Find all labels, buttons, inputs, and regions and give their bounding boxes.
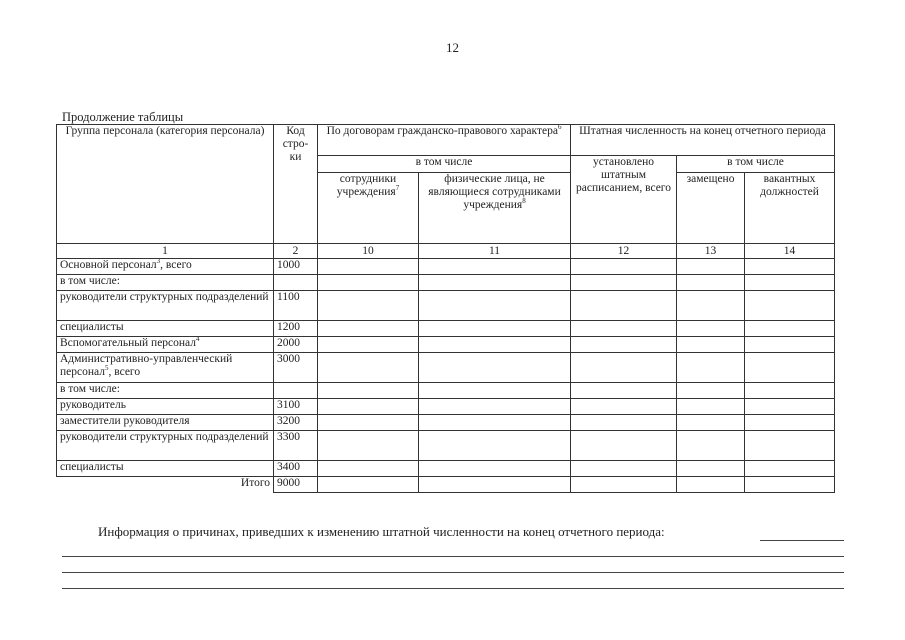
cell-col12[interactable] (571, 275, 677, 291)
row-label-suffix: , всего (108, 366, 141, 378)
cell-col13[interactable] (677, 321, 745, 337)
column-number: 13 (677, 244, 745, 259)
cell-col13[interactable] (677, 399, 745, 415)
row-label (57, 321, 274, 337)
row-label-sup: 5 (104, 364, 109, 373)
header-individuals-text: физические лица, не являющиеся сотрудниками учреждения (428, 173, 561, 211)
cell-col14[interactable] (745, 259, 835, 275)
row-label-sup: 4 (196, 336, 200, 344)
row-label-text: Основной персонал (60, 259, 157, 271)
cell-col10[interactable] (318, 415, 419, 431)
cell-col13[interactable] (677, 461, 745, 477)
cell-col14[interactable] (745, 415, 835, 431)
cell-col13[interactable] (677, 291, 745, 321)
header-staff (571, 125, 835, 156)
cell-col10[interactable] (318, 477, 419, 493)
table-row (57, 353, 835, 383)
cell-col14[interactable] (745, 337, 835, 353)
header-staff-incl (677, 156, 835, 173)
cell-col12[interactable] (571, 259, 677, 275)
table-row (57, 415, 835, 431)
change-reason-label: Информация о причинах, приведших к изменению штатной численности на конец отчетного периода: (98, 524, 665, 539)
row-label (57, 431, 274, 461)
row-label (57, 353, 274, 383)
header-staff-incl-text: в том числе (727, 156, 784, 168)
cell-col13[interactable] (677, 415, 745, 431)
header-code-line1: Код (286, 125, 305, 137)
cell-col11[interactable] (419, 477, 571, 493)
cell-col10[interactable] (318, 431, 419, 461)
cell-col14[interactable] (745, 275, 835, 291)
change-reason-line[interactable] (62, 572, 844, 573)
row-code: 3000 (274, 353, 318, 383)
header-employees-sup: 7 (395, 184, 400, 193)
change-reason-line[interactable] (62, 556, 844, 557)
row-label-text: руководители структурных подразделений (60, 291, 269, 303)
row-code: 3200 (274, 415, 318, 431)
cell-col14[interactable] (745, 431, 835, 461)
cell-col11[interactable] (419, 431, 571, 461)
row-label-text: Вспомогательный персонал (60, 337, 196, 349)
cell-col11[interactable] (419, 259, 571, 275)
row-label (57, 259, 274, 275)
cell-col12[interactable] (571, 291, 677, 321)
total-row (57, 477, 835, 493)
cell-col12[interactable] (571, 353, 677, 383)
header-vacant-text: вакантных должностей (760, 173, 819, 198)
column-number: 12 (571, 244, 677, 259)
header-contracts-incl (318, 156, 571, 173)
row-code: 3300 (274, 431, 318, 461)
row-label (57, 415, 274, 431)
cell-col11[interactable] (419, 415, 571, 431)
cell-col11[interactable] (419, 337, 571, 353)
table-row (57, 383, 835, 399)
header-filled (677, 173, 745, 244)
row-code: 1200 (274, 321, 318, 337)
row-label-text: специалисты (60, 461, 124, 473)
header-employees (318, 173, 419, 244)
cell-col14[interactable] (745, 399, 835, 415)
cell-col10[interactable] (318, 353, 419, 383)
cell-col11[interactable] (419, 291, 571, 321)
header-employees-text: сотрудники учреждения (336, 173, 397, 198)
cell-col13[interactable] (677, 383, 745, 399)
row-label (57, 399, 274, 415)
table-row (57, 337, 835, 353)
table-row (57, 275, 835, 291)
row-label-text: заместители руководителя (60, 415, 190, 427)
cell-col12[interactable] (571, 477, 677, 493)
cell-col10[interactable] (318, 275, 419, 291)
column-number: 2 (274, 244, 318, 259)
table-caption: Продолжение таблицы (62, 110, 184, 124)
row-label-text: в том числе: (60, 275, 120, 287)
row-label-text: руководитель (60, 399, 126, 411)
row-label (57, 275, 274, 291)
cell-col10[interactable] (318, 461, 419, 477)
cell-col14[interactable] (745, 291, 835, 321)
cell-col11[interactable] (419, 353, 571, 383)
row-label-suffix: , всего (160, 259, 192, 271)
row-code: 1000 (274, 259, 318, 275)
change-reason-blank-inline[interactable] (760, 540, 844, 541)
cell-col12[interactable] (571, 431, 677, 461)
cell-col12[interactable] (571, 415, 677, 431)
cell-col12[interactable] (571, 383, 677, 399)
header-group (57, 125, 274, 244)
header-contracts (318, 125, 571, 156)
row-label (57, 383, 274, 399)
cell-col11[interactable] (419, 321, 571, 337)
header-individuals (419, 173, 571, 244)
row-label-text: в том числе: (60, 383, 120, 395)
column-number: 1 (57, 244, 274, 259)
cell-col11[interactable] (419, 383, 571, 399)
row-label-text: специалисты (60, 321, 124, 333)
column-number: 14 (745, 244, 835, 259)
cell-col13[interactable] (677, 431, 745, 461)
header-code (274, 125, 318, 244)
table-row (57, 291, 835, 321)
cell-col13[interactable] (677, 275, 745, 291)
row-label (57, 291, 274, 321)
cell-col13[interactable] (677, 477, 745, 493)
row-label-text: руководители структурных подразделений (60, 431, 269, 443)
header-code-line2: стро- (282, 138, 309, 150)
cell-col13[interactable] (677, 353, 745, 383)
row-code: 2000 (274, 337, 318, 353)
cell-col14[interactable] (745, 321, 835, 337)
cell-col10[interactable] (318, 321, 419, 337)
row-code: 3400 (274, 461, 318, 477)
header-contracts-text: По договорам гражданско-правового характера (326, 125, 558, 137)
header-individuals-sup: 8 (522, 197, 526, 206)
cell-col14[interactable] (745, 461, 835, 477)
change-reason-line[interactable] (62, 588, 844, 589)
cell-col12[interactable] (571, 337, 677, 353)
table-row (57, 461, 835, 477)
row-label-text: Административно-управленческий персонал (60, 353, 233, 378)
cell-col12[interactable] (571, 321, 677, 337)
table-row (57, 431, 835, 461)
row-code: 1100 (274, 291, 318, 321)
cell-col10[interactable] (318, 399, 419, 415)
cell-col11[interactable] (419, 461, 571, 477)
header-staff-text: Штатная численность на конец отчетного периода (579, 125, 826, 137)
total-label (57, 477, 274, 493)
cell-col10[interactable] (318, 337, 419, 353)
header-filled-text: замещено (686, 173, 735, 185)
staffing-table (56, 124, 835, 493)
cell-col14[interactable] (745, 353, 835, 383)
row-label (57, 337, 274, 353)
cell-col13[interactable] (677, 337, 745, 353)
cell-col10[interactable] (318, 383, 419, 399)
header-group-text: Группа персонала (категория персонала) (65, 125, 265, 137)
cell-col11[interactable] (419, 399, 571, 415)
header-established (571, 156, 677, 244)
row-label-sup: 3 (156, 258, 161, 266)
row-code: 3100 (274, 399, 318, 415)
total-label-text: Итого (240, 477, 270, 489)
row-code (274, 275, 318, 291)
page-number: 12 (446, 40, 459, 55)
header-contracts-incl-text: в том числе (415, 156, 473, 168)
row-code: 9000 (274, 477, 318, 493)
column-number: 11 (419, 244, 571, 259)
header-code-line3: ки (289, 151, 302, 163)
row-code (274, 383, 318, 399)
cell-col12[interactable] (571, 399, 677, 415)
column-number: 10 (318, 244, 419, 259)
header-vacant (745, 173, 835, 244)
cell-col13[interactable] (677, 259, 745, 275)
cell-col10[interactable] (318, 259, 419, 275)
cell-col14[interactable] (745, 477, 835, 493)
table-row (57, 321, 835, 337)
cell-col10[interactable] (318, 291, 419, 321)
cell-col11[interactable] (419, 275, 571, 291)
header-established-text: установлено штатным расписанием, всего (576, 156, 671, 194)
cell-col12[interactable] (571, 461, 677, 477)
header-contracts-sup: 6 (557, 124, 562, 132)
cell-col14[interactable] (745, 383, 835, 399)
row-label (57, 461, 274, 477)
column-number-row (57, 244, 835, 259)
table-row (57, 259, 835, 275)
table-row (57, 399, 835, 415)
